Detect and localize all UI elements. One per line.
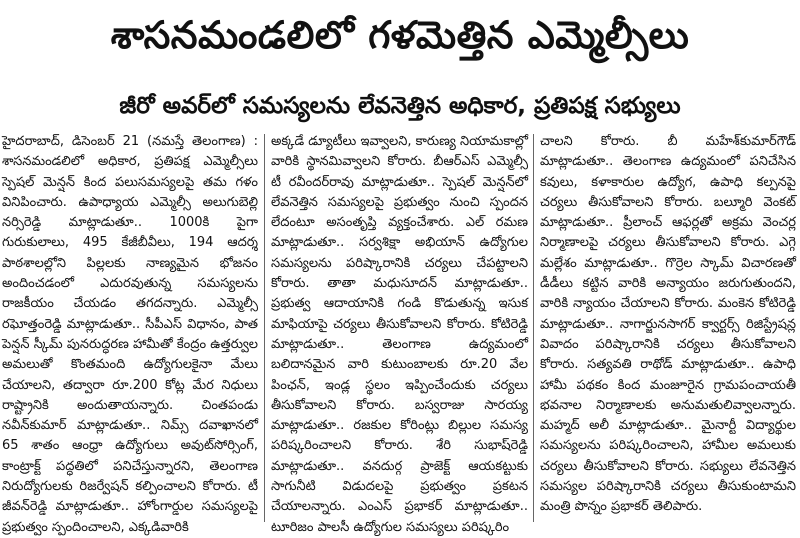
subheadline: జీరో అవర్‌లో సమస్యలను లేవనెత్తిన అధికార, ప్రతిపక్ష సభ్యులు bbox=[119, 93, 681, 119]
article-column-3: చాలని కోరారు. బీ మహేశ్‌కుమార్‌గౌడ్ మాట్లాడుతూ.. తెలంగాణ ఉద్యమంలో పనిచేసిన కవులు, కళాకారుల ఉద్యోగ, ఉపాధి కల్పనపై చర్యలు తీసుకోవాలని కోరారు. బల్మూరి వెంకట్ మాట్లాడుతూ.. ప్రీలాంచ్ ఆఫర్లతో అక్రమ వెంచర్ల నిర్మాణాలపై చర్యలు తీసుకోవాలని కోరారు. ఎగ్గె మల్లేశం మాట్లాడుతూ.. గొర్రెల స్కామ్ విచారణతో డీడీలు కట్టిన వారికి అన్యాయం జరుగుతుందని, వారికి న్యాయం చేయాలని కోరారు. మంకెన కోటిరెడ్డి మాట్లాడుతూ.. నాగార్జునసాగర్ క్వార్టర్స్ రిజిస్ట్రేషన్ల వివాదం పరిష్కారానికి చర్యలు తీసుకోవాలని కోరారు. సత్యవతి రాథోడ్ మాట్లాడుతూ.. ఉపాధి హామీ పథకం కింద మంజూరైన గ్రామపంచాయతీ భవనాల నిర్మాణాలకు అనుమతులివ్వాలన్నారు. మహ్మద్ అలీ మాట్లాడుతూ.. మైనార్టీ విద్యార్థుల సమస్యలను పరిష్కరించాలని, హామీల అమలుకు చర్యలు తీసుకోవాలని కోరారు. సభ్యులు లేవనెత్తిన సమస్యల పరిష్కారానికి చర్యలు తీసుకుంటామని మంత్రి పొన్నం ప్రభాకర్ తెలిపారు. bbox=[540, 134, 796, 515]
article-column-2: అక్కడే డ్యూటీలు ఇవ్వాలని, కారుణ్య నియామకాల్లో వారికి స్థానమివ్వాలని కోరారు. బీఆర్ఎస్ ఎమ్మెల్సీ టీ రవీందర్‌రావు మాట్లాడుతూ.. స్పెషల్ మెన్షన్‌లో లేవనెత్తిన సమస్యలపై ప్రభుత్వం నుంచి స్పందన లేదంటూ అసంతృప్తి వ్యక్తంచేశారు. ఎల్ రమణ మాట్లాడుతూ.. సర్వశిక్షా అభియాన్ ఉద్యోగుల సమస్యలను పరిష్కారానికి చర్యలు చేపట్టాలని కోరారు. తాతా మధుసూదన్ మాట్లాడుతూ.. ప్రభుత్వ ఆదాయానికి గండి కొడుతున్న ఇసుక మాఫియాపై చర్యలు తీసుకోవాలని కోరారు. కోటిరెడ్డి మాట్లాడుతూ.. తెలంగాణ ఉద్యమంలో బలిదానమైన వారి కుటుంబాలకు రూ.20 వేల పింఛన్, ఇండ్ల స్థలం ఇప్పించేందుకు చర్యలు తీసుకోవాలని కోరారు. బస్వరాజు సారయ్య మాట్లాడుతూ.. రజకుల కోరింట్లు బిల్లుల సమస్య పరిష్కరించాలని కోరారు. శేరి సుభాష్‌రెడ్డి మాట్లాడుతూ.. వనదుర్గ ప్రాజెక్ట్ ఆయకట్టుకు సాగునీటి విడుదలపై ప్రభుత్వం ప్రకటన చేయాలన్నారు. ఎంఎస్ ప్రభాకర్ మాట్లాడుతూ.. టూరిజం పాలసీ ఉద్యోగుల సమస్యలు పరిష్కరిం bbox=[271, 134, 528, 535]
column-divider bbox=[533, 134, 534, 522]
column-divider bbox=[264, 134, 265, 522]
article-column-1: హైదరాబాద్, డిసెంబర్ 21 (నమస్తే తెలంగాణ) : శాసనమండలిలో అధికార, ప్రతిపక్ష ఎమ్మెల్సీలు స్పెషల్ మెన్షన్ కింద పలుసమస్యలపై తమ గళం వినిపించారు. ఉపాధ్యాయ ఎమ్మెల్సీ అలుగుబెల్లి నర్సిరెడ్డి మాట్లాడుతూ.. 1000కి పైగా గురుకులాలు, 495 కేజీబీవీలు, 194 ఆదర్శ పాఠశాలల్లోని పిల్లలకు నాణ్యమైన భోజనం అందించడంలో ఎదురవుతున్న సమస్యలను రాజకీయం చేయడం తగదన్నారు. ఎమ్మెల్సీ రఘోత్తంరెడ్డి మాట్లాడుతూ.. సీపీఎస్ విధానం, పాత పెన్షన్ స్కీమ్ పునరుద్ధరణ హామీతో కేంద్రం ఉత్తర్వుల అమలుతో కొంతమంది ఉద్యోగులకైనా మేలు చేయాలని, తద్వారా రూ.200 కోట్ల మేర నిధులు రాష్ట్రానికి అందుతాయన్నారు. చింతపండు నవీన్‌కుమార్ మాట్లాడుతూ.. నిమ్స్ దవాఖానలో 65 శాతం ఆంధ్రా ఉద్యోగులు అవుట్‌సోర్సింగ్, కాంట్రాక్ట్ పద్ధతిలో పనిచేస్తున్నారని, తెలంగాణ నిరుద్యోగులకు రిజర్వేషన్ కల్పించాలని కోరారు. టీ జీవన్‌రెడ్డి మాట్లాడుతూ.. హోంగార్డుల సమస్యలపై ప్రభుత్వం స్పందించాలని, ఎక్కడివారికి bbox=[2, 134, 258, 535]
headline: శాసనమండలిలో గళమెత్తిన ఎమ్మెల్సీలు bbox=[110, 13, 690, 57]
